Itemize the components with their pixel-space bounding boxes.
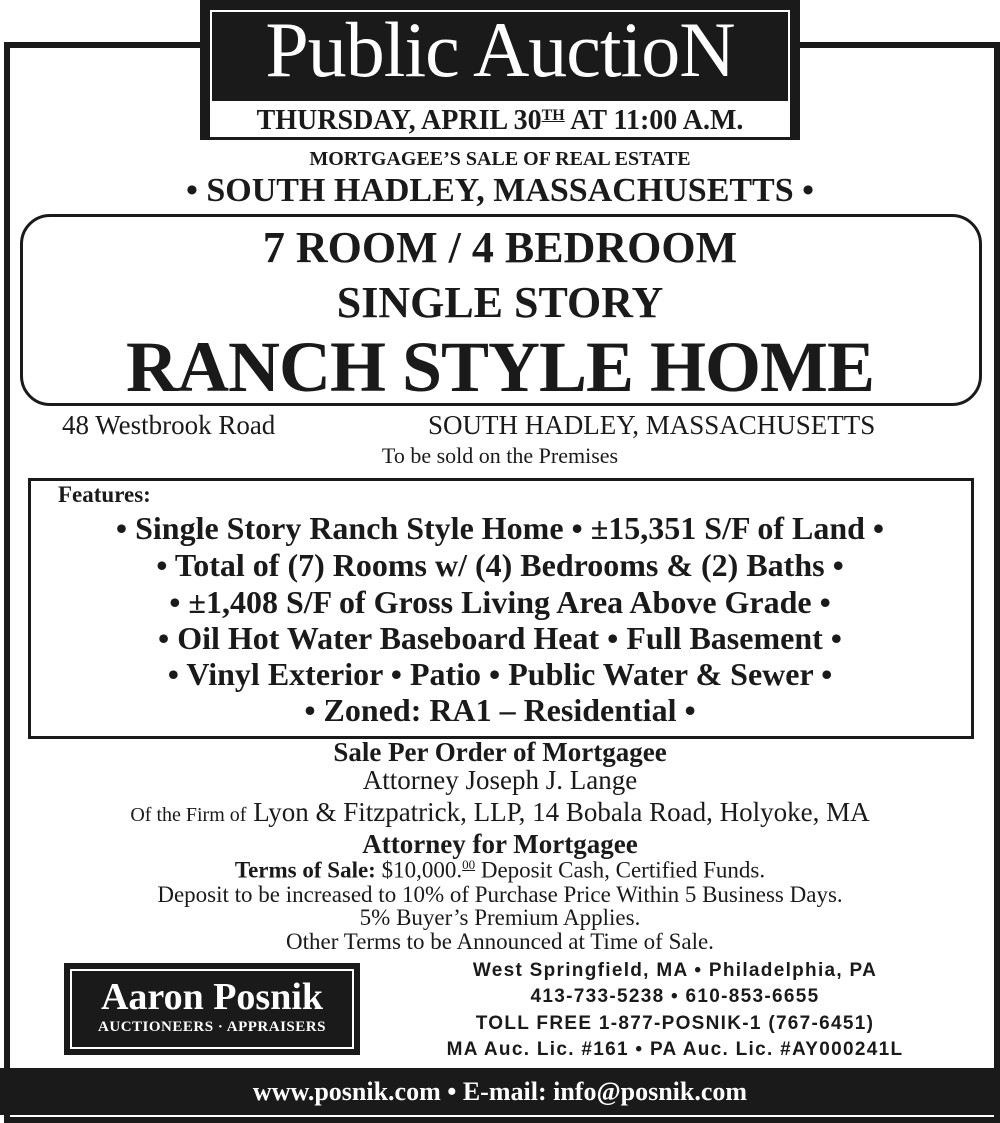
feature-line: • Single Story Ranch Style Home • ±15,351 S/F of Land • (115, 510, 885, 546)
terms-cents: 00 (462, 857, 476, 872)
terms-rest: Deposit Cash, Certified Funds. (475, 857, 766, 883)
auction-date-main: THURSDAY, APRIL 30 (256, 105, 542, 136)
auction-date (210, 101, 790, 137)
location-banner: • SOUTH HADLEY, MASSACHUSETTS • (185, 172, 815, 209)
terms-label: Terms of Sale: (234, 857, 376, 883)
town-address: SOUTH HADLEY, MASSACHUSETTS (428, 410, 876, 440)
headline-style: RANCH STYLE HOME (125, 327, 875, 407)
features-heading: Features: (58, 482, 151, 507)
law-firm (0, 797, 1000, 828)
company-logo (64, 963, 360, 1055)
page-title: Public AuctioN (265, 6, 735, 93)
license-numbers: MA Auc. Lic. #161 • PA Auc. Lic. #AY000241L (446, 1039, 904, 1060)
other-terms: Other Terms to be Announced at Time of Sale. (286, 929, 714, 954)
attorney-name: Attorney Joseph J. Lange (362, 765, 638, 795)
street-address: 48 Westbrook Road (62, 410, 276, 440)
attorney-role: Attorney for Mortgagee (362, 829, 638, 859)
deposit-terms: Deposit to be increased to 10% of Purchase Price Within 5 Business Days. (157, 882, 843, 907)
office-locations: West Springfield, MA • Philadelphia, PA (472, 960, 878, 981)
mortgagee-sale-label: MORTGAGEE’S SALE OF REAL ESTATE (309, 148, 691, 170)
footer-contact: www.posnik.com • E-mail: info@posnik.com (0, 1068, 1000, 1115)
terms-amount: $10,000. (381, 857, 463, 883)
feature-line: • Vinyl Exterior • Patio • Public Water & Sewer • (167, 656, 833, 692)
logo-subtitle: AUCTIONEERS · APPRAISERS (98, 1019, 326, 1035)
auction-time: AT 11:00 A.M. (564, 105, 744, 136)
headline-story: SINGLE STORY (336, 278, 664, 327)
feature-line: • Oil Hot Water Baseboard Heat • Full Basement • (158, 620, 842, 656)
feature-line: • Zoned: RA1 – Residential • (304, 692, 696, 728)
auction-date-suffix: TH (541, 107, 565, 124)
firm-name: Lyon & Fitzpatrick, LLP, 14 Bobala Road, Holyoke, MA (253, 797, 870, 827)
firm-prefix: Of the Firm of (130, 804, 247, 826)
headline-rooms: 7 ROOM / 4 BEDROOM (262, 223, 738, 272)
sale-order: Sale Per Order of Mortgagee (333, 737, 667, 767)
phone-numbers: 413-733-5238 • 610-853-6655 (530, 986, 820, 1007)
feature-line: • ±1,408 S/F of Gross Living Area Above Grade • (169, 584, 831, 620)
feature-line: • Total of (7) Rooms w/ (4) Bedrooms & (2) Baths • (156, 547, 844, 583)
toll-free-number: TOLL FREE 1-877-POSNIK-1 (767-6451) (475, 1013, 875, 1034)
buyer-premium: 5% Buyer’s Premium Applies. (359, 905, 641, 930)
premises-note: To be sold on the Premises (381, 443, 619, 468)
logo-name: Aaron Posnik (100, 976, 324, 1018)
terms-of-sale (0, 857, 1000, 884)
